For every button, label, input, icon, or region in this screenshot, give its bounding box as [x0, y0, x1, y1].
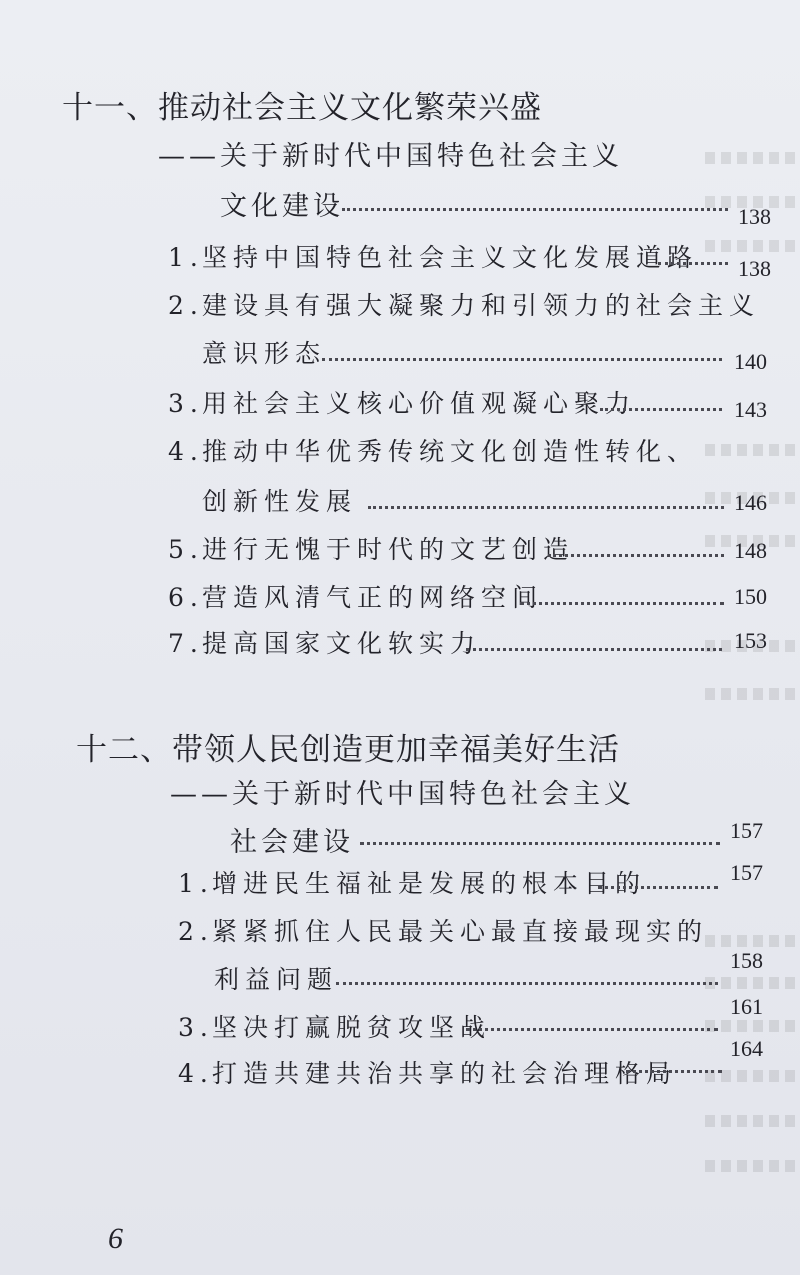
toc-entry [178, 864, 646, 900]
leader-dots [520, 602, 724, 605]
bleed-through-mark [705, 1020, 800, 1032]
entry-number: 1. [178, 869, 214, 898]
bleed-through-mark [705, 977, 800, 989]
leader-dots [598, 886, 718, 889]
toc-entry [178, 912, 708, 948]
toc-entry-continuation: 创新性发展 [202, 487, 358, 516]
entry-number: 4. [168, 437, 204, 466]
toc-entry [178, 1008, 491, 1044]
bleed-through-mark [705, 152, 800, 164]
entry-number: 5. [168, 535, 204, 564]
entry-number: 4. [178, 1059, 214, 1088]
toc-entry [168, 578, 543, 614]
entry-number: 3. [178, 1013, 214, 1042]
leader-dots [658, 262, 728, 265]
section-title: 十二、带领人民创造更加幸福美好生活 [76, 732, 620, 768]
leader-dots [336, 982, 718, 985]
section-subtitle: ——关于新时代中国特色社会主义 [158, 141, 623, 172]
page-number: 164 [730, 1036, 763, 1061]
section-subtitle: 社会建设 [230, 827, 354, 858]
toc-entry [168, 286, 760, 322]
toc-entry-continuation: 利益问题 [214, 965, 339, 994]
leader-dots [360, 842, 720, 845]
toc-entry [168, 384, 636, 420]
toc-entry [168, 530, 574, 566]
folio-page-number: 6 [108, 1222, 123, 1255]
bleed-through-mark [705, 1115, 800, 1127]
page-number: 157 [730, 818, 763, 843]
entry-title: 建设具有强大凝聚力和引领力的社会主义 [202, 291, 761, 320]
page-number: 158 [730, 948, 763, 973]
entry-title: 进行无愧于时代的文艺创造 [202, 535, 575, 564]
section-subtitle: 文化建设 [220, 191, 344, 222]
section-title: 十一、推动社会主义文化繁荣兴盛 [62, 90, 542, 126]
toc-entry-continuation: 意识形态 [202, 339, 327, 368]
page-number: 146 [734, 490, 767, 515]
bleed-through-mark [705, 444, 800, 456]
section-subtitle: ——关于新时代中国特色社会主义 [170, 779, 635, 810]
entry-title: 打造共建共治共享的社会治理格局 [212, 1059, 678, 1088]
page-number: 138 [738, 256, 771, 281]
page-number: 153 [734, 628, 767, 653]
entry-number: 2. [178, 917, 214, 946]
entry-title: 坚持中国特色社会主义文化发展道路 [202, 243, 699, 272]
page-number: 157 [730, 860, 763, 885]
entry-number: 1. [168, 243, 204, 272]
page-number: 150 [734, 584, 767, 609]
entry-number: 3. [168, 389, 204, 418]
entry-title: 推动中华优秀传统文化创造性转化、 [202, 437, 699, 466]
bleed-through-mark [705, 1160, 800, 1172]
bleed-through-mark [705, 240, 800, 252]
entry-title: 提高国家文化软实力 [202, 629, 482, 658]
toc-entry [168, 432, 698, 468]
entry-title: 紧紧抓住人民最关心最直接最现实的 [212, 917, 709, 946]
toc-entry [168, 238, 698, 274]
entry-number: 6. [168, 583, 204, 612]
entry-title: 坚决打赢脱贫攻坚战 [212, 1013, 492, 1042]
entry-number: 2. [168, 291, 204, 320]
leader-dots [466, 1028, 718, 1031]
leader-dots [322, 358, 722, 361]
page-number: 138 [738, 204, 771, 229]
leader-dots [368, 506, 724, 509]
page-number: 161 [730, 994, 763, 1019]
page-number: 140 [734, 349, 767, 374]
entry-number: 7. [168, 629, 204, 658]
toc-entry [178, 1054, 677, 1090]
leader-dots [466, 648, 722, 651]
bleed-through-mark [705, 935, 800, 947]
leader-dots [600, 408, 722, 411]
leader-dots [548, 554, 724, 557]
entry-title: 营造风清气正的网络空间 [202, 583, 544, 612]
toc-entry [168, 624, 481, 660]
page-number: 143 [734, 397, 767, 422]
page-number: 148 [734, 538, 767, 563]
leader-dots [342, 208, 728, 211]
leader-dots [626, 1070, 722, 1073]
bleed-through-mark [705, 688, 800, 700]
entry-title: 增进民生福祉是发展的根本目的 [212, 869, 647, 898]
entry-title: 用社会主义核心价值观凝心聚力 [202, 389, 637, 418]
